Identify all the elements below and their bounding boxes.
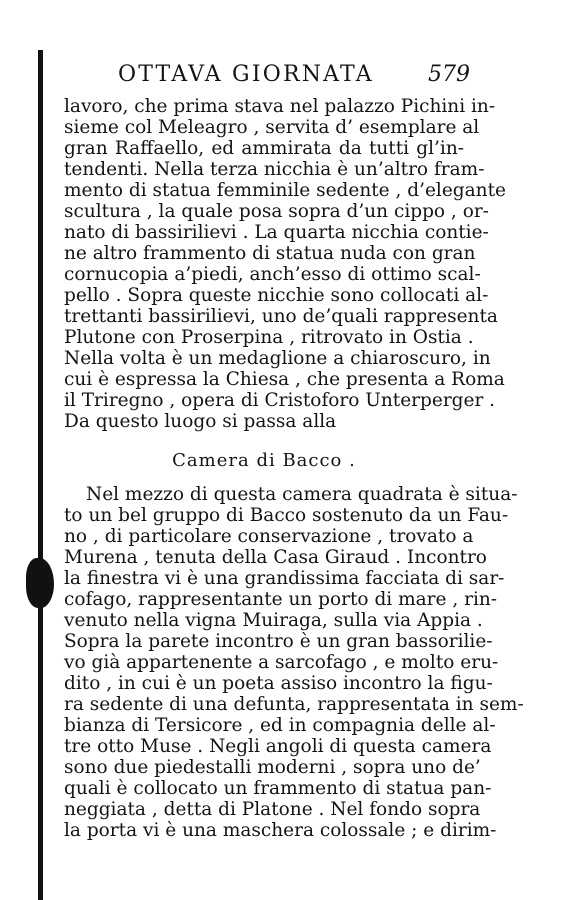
- text-line: Nella volta è un medaglione a chiaroscuro, in: [64, 348, 491, 369]
- text-line: sono due piedestalli moderni , sopra uno de’: [64, 757, 481, 778]
- paragraph-2: [64, 484, 524, 841]
- text-line: to un bel gruppo di Bacco sostenuto da un Fau-: [64, 505, 509, 526]
- text-line: no , di particolare conservazione , trovato a: [64, 526, 474, 547]
- text-line: cui è espressa la Chiesa , che presenta a Roma: [64, 369, 505, 390]
- text-line: Sopra la parete incontro è un gran bassorilie-: [64, 631, 493, 652]
- text-line: Murena , tenuta della Casa Giraud . Incontro: [64, 547, 487, 568]
- text-line: Nel mezzo di questa camera quadrata è situa-: [86, 484, 518, 505]
- paragraph-1: [64, 96, 506, 432]
- text-line: bianza di Tersicore , ed in compagnia delle al-: [64, 715, 496, 736]
- body-text: [64, 96, 524, 841]
- text-line: quali è collocato un frammento di statua pan-: [64, 778, 492, 799]
- text-line: lavoro, che prima stava nel palazzo Pichini in-: [64, 96, 496, 117]
- text-line: scultura , la quale posa sopra d’un cippo , or-: [64, 201, 489, 222]
- text-line: venuto nella vigna Muiraga, sulla via Appia .: [64, 610, 483, 631]
- text-line: Da questo luogo si passa alla: [64, 411, 337, 432]
- text-line: ne altro frammento di statua nuda con gran: [64, 243, 476, 264]
- text-line: cornucopia a’piedi, anch’esso di ottimo scal-: [64, 264, 481, 285]
- binding-edge: [38, 50, 43, 900]
- text-line: ra sedente di una defunta, rappresentata in sem-: [64, 694, 524, 715]
- running-title: OTTAVA GIORNATA: [118, 62, 374, 87]
- text-line: mento di statua femminile sedente , d’elegante: [64, 180, 506, 201]
- ink-blot: [26, 558, 54, 608]
- text-line: la porta vi è una maschera colossale ; e dirim-: [64, 820, 497, 841]
- page-number: 579: [428, 62, 470, 87]
- text-line: gran Raffaello, ed ammirata da tutti gl’in-: [64, 138, 464, 159]
- text-line: dito , in cui è un poeta assiso incontro la figu-: [64, 673, 493, 694]
- running-header: [118, 62, 470, 96]
- text-line: neggiata , detta di Platone . Nel fondo sopra: [64, 799, 481, 820]
- text-line: trettanti bassirilievi, uno de’quali rappresenta: [64, 306, 498, 327]
- text-line: sieme col Meleagro , servita d’ esemplare al: [64, 117, 480, 138]
- text-line: cofago, rappresentante un porto di mare , rin-: [64, 589, 498, 610]
- text-line: Plutone con Proserpina , ritrovato in Ostia .: [64, 327, 474, 348]
- text-line: nato di bassirilievi . La quarta nicchia contie-: [64, 222, 489, 243]
- section-heading: Camera di Bacco .: [172, 450, 356, 471]
- text-line: tre otto Muse . Negli angoli di questa camera: [64, 736, 492, 757]
- text-line: il Triregno , opera di Cristoforo Unterperger .: [64, 390, 496, 411]
- text-line: la finestra vi è una grandissima facciata di sar-: [64, 568, 505, 589]
- text-line: tendenti. Nella terza nicchia è un’altro fram-: [64, 159, 485, 180]
- text-line: pello . Sopra queste nicchie sono collocati al-: [64, 285, 489, 306]
- text-line: vo già appartenente a sarcofago , e molto eru-: [64, 652, 499, 673]
